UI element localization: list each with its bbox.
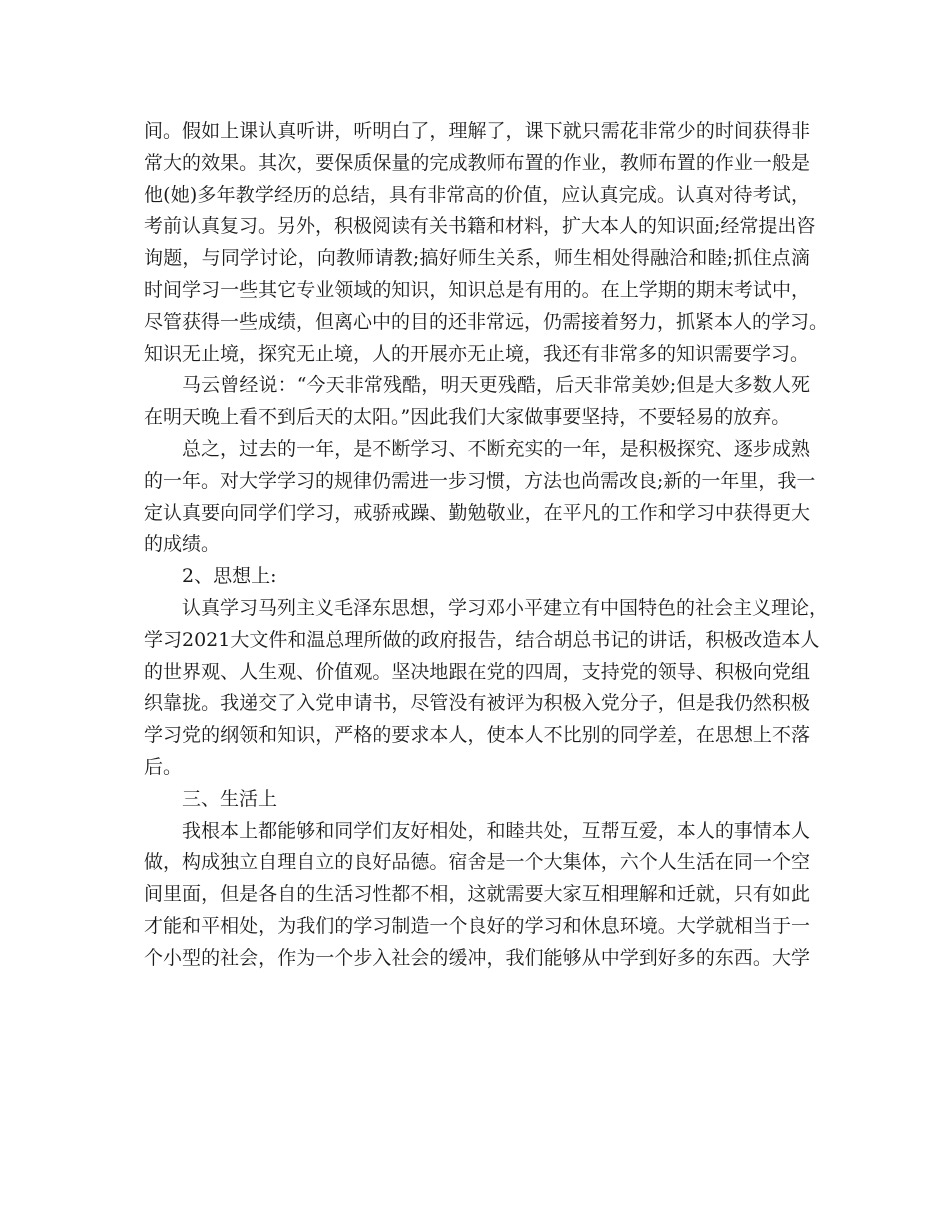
text-line: 三、生活上 [182, 787, 278, 810]
text-line: 的一年。对大学学习的规律仍需进一步习惯，方法也尚需改良;新的一年里，我一 [144, 469, 816, 492]
text-line: 学习2021大文件和温总理所做的政府报告，结合胡总书记的讲话，积极改造本人 [144, 628, 820, 651]
text-line: 常大的效果。其次，要保质保量的完成教师布置的作业，教师布置的作业一般是 [144, 151, 810, 174]
text-line: 做，构成独立自理自立的良好品德。宿舍是一个大集体，六个人生活在同一个空 [144, 851, 810, 874]
text-line: 总之，过去的一年，是不断学习、不断充实的一年，是积极探究、逐步成熟 [182, 437, 810, 460]
text-line: 才能和平相处，为我们的学习制造一个良好的学习和休息环境。大学就相当于一 [144, 914, 810, 937]
text-line: 织靠拢。我递交了入党申请书，尽管没有被评为积极入党分子，但是我仍然积极 [144, 692, 810, 715]
text-line: 知识无止境，探究无止境，人的开展亦无止境，我还有非常多的知识需要学习。 [144, 342, 810, 365]
text-line: 个小型的社会，作为一个步入社会的缓冲，我们能够从中学到好多的东西。大学 [144, 946, 810, 969]
text-line: 间。假如上课认真听讲，听明白了，理解了，课下就只需花非常少的时间获得非 [144, 120, 810, 142]
text-line: 在明天晚上看不到后天的太阳。”因此我们大家做事要坚持，不要轻易的放弃。 [144, 406, 791, 429]
document-body [144, 116, 829, 975]
text-line: 的成绩。 [144, 533, 221, 556]
text-line: 询题，与同学讨论，向教师请教;搞好师生关系，师生相处得融洽和睦;抓住点滴 [144, 247, 810, 270]
text-line: 他(她)多年教学经历的总结，具有非常高的价值，应认真完成。认真对待考试， [144, 183, 810, 206]
text-line: 时间学习一些其它专业领域的知识，知识总是有用的。在上学期的期末考试中， [144, 278, 810, 301]
text-line: 间里面，但是各自的生活习性都不相，这就需要大家互相理解和迁就，只有如此 [144, 883, 810, 906]
text-line: 2、思想上: [182, 565, 277, 588]
text-line: 学习党的纲领和知识，严格的要求本人，使本人不比别的同学差，在思想上不落 [144, 724, 810, 747]
text-line: 认真学习马列主义毛泽东思想，学习邓小平建立有中国特色的社会主义理论， [182, 596, 829, 619]
text-line: 的世界观、人生观、价值观。坚决地跟在党的四周，支持党的领导、积极向党组 [144, 660, 810, 683]
text-line: 尽管获得一些成绩，但离心中的目的还非常远，仍需接着努力，抓紧本人的学习。 [144, 310, 829, 333]
text-line: 定认真要向同学们学习，戒骄戒躁、勤勉敬业，在平凡的工作和学习中获得更大 [144, 501, 810, 524]
text-line: 马云曾经说：“今天非常残酷，明天更残酷，后天非常美妙;但是大多数人死 [182, 374, 810, 397]
text-line: 考前认真复习。另外，积极阅读有关书籍和材料，扩大本人的知识面;经常提出咨 [144, 215, 816, 238]
text-line: 后。 [144, 755, 183, 778]
text-line: 我根本上都能够和同学们友好相处，和睦共处，互帮互爱，本人的事情本人 [182, 819, 810, 842]
